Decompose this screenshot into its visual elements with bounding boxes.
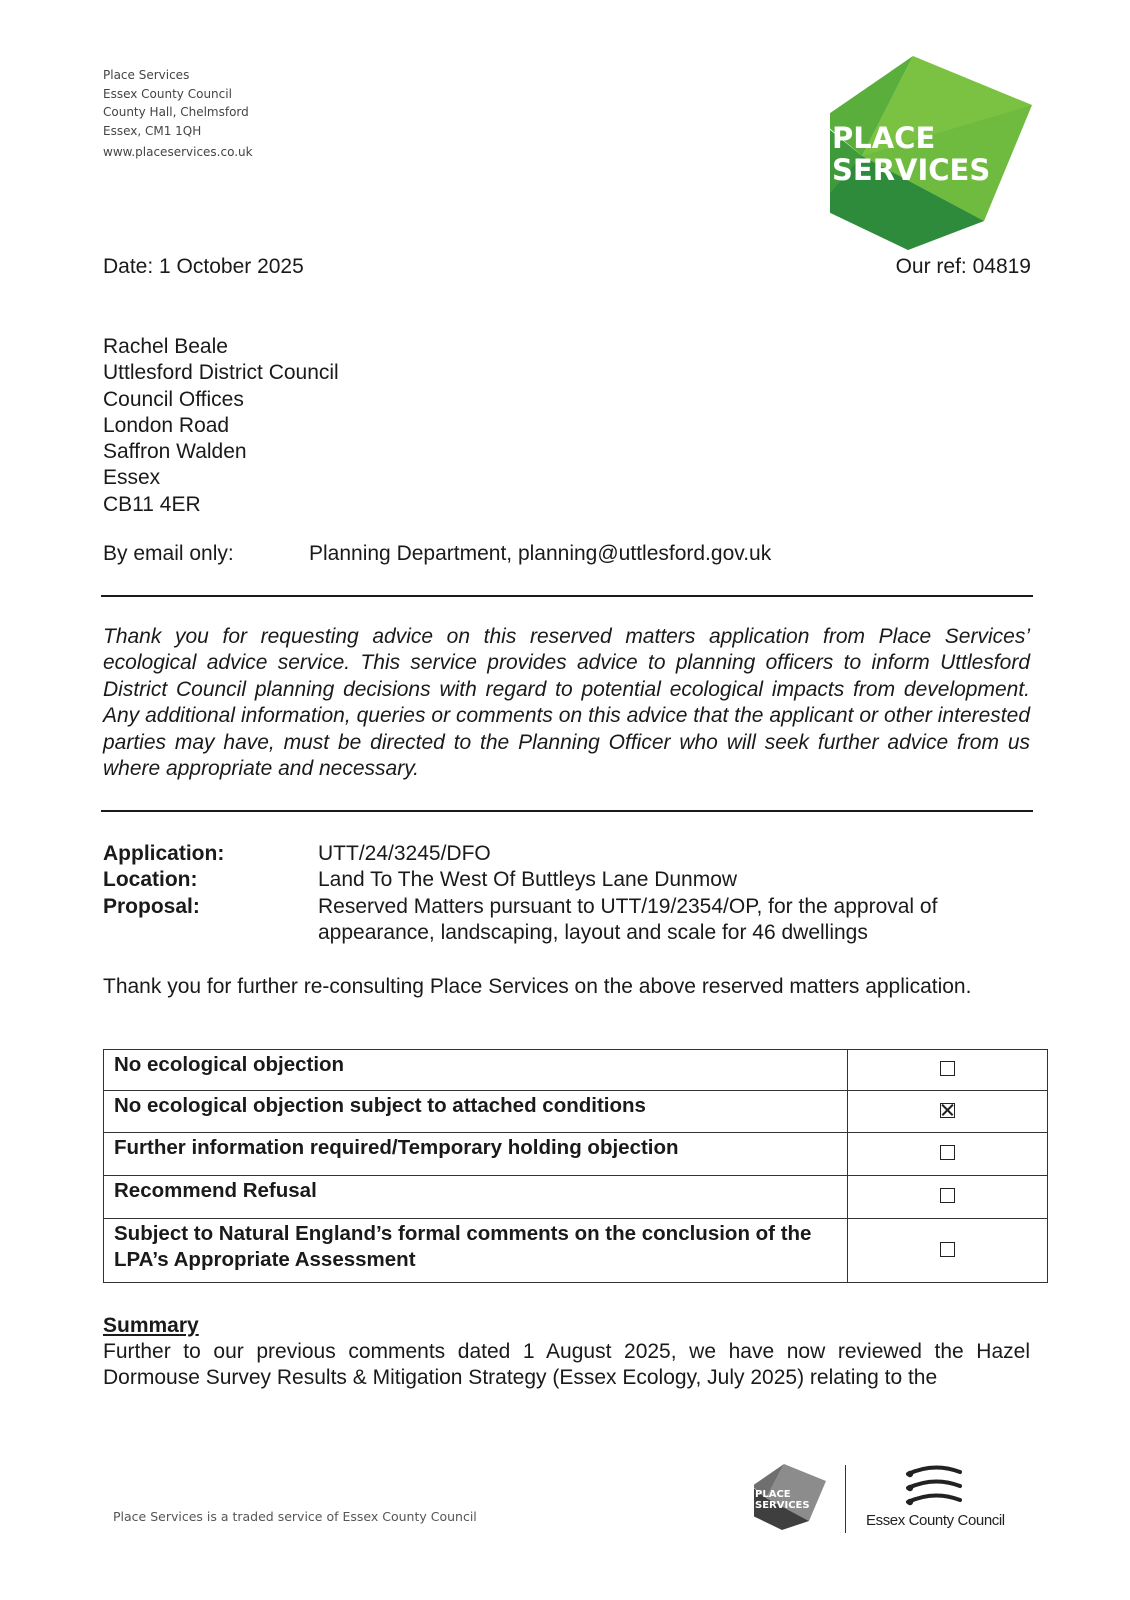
- summary-text: Further to our previous comments dated 1 August 2025, we have now reviewed the Hazel Dormouse Survey Results & Mitigation Strategy (Essex Ecology, July 2025) relating to the: [103, 1340, 1030, 1390]
- outcome-label: Further information required/Temporary holding objection: [104, 1133, 848, 1176]
- letter-date: Date: 1 October 2025: [103, 255, 304, 278]
- application-details: [103, 841, 1033, 947]
- mono-logo-line1: PLACE: [755, 1489, 791, 1500]
- location-row: [103, 867, 1033, 893]
- proposal-row: [103, 894, 1033, 947]
- application-label: Application:: [103, 842, 225, 865]
- outcome-label: No ecological objection subject to attached conditions: [104, 1091, 848, 1133]
- essex-county-council-wordmark: Essex County Council: [866, 1512, 1005, 1529]
- footer-divider: [845, 1465, 846, 1533]
- sender-website: www.placeservices.co.uk: [103, 145, 253, 159]
- essex-seaxes-icon: [904, 1464, 964, 1510]
- footer-note: Place Services is a traded service of Essex County Council: [113, 1509, 477, 1524]
- outcome-row: [104, 1091, 1048, 1133]
- sender-address: [103, 66, 253, 162]
- outcome-checkbox[interactable]: [940, 1061, 955, 1076]
- divider: [101, 810, 1033, 812]
- addressee-line: London Road: [103, 413, 230, 437]
- outcome-label: Subject to Natural England’s formal comments on the conclusion of the LPA’s Appropriate Assessment: [104, 1219, 848, 1283]
- outcome-row: [104, 1219, 1048, 1283]
- reconsult-statement: Thank you for further re-consulting Place Services on the above reserved matters application.: [103, 975, 972, 998]
- location-label: Location:: [103, 868, 198, 892]
- outcome-checkbox[interactable]: [940, 1188, 955, 1203]
- outcome-checkbox[interactable]: [940, 1242, 955, 1257]
- letter-reference: Our ref: 04819: [895, 255, 1031, 278]
- place-services-mono-logo: [754, 1464, 826, 1530]
- email-label: By email only:: [103, 542, 234, 565]
- application-row: [103, 841, 1033, 867]
- sender-line: Place Services: [103, 68, 190, 82]
- addressee-block: [103, 334, 339, 518]
- logo-text-line2: SERVICES: [832, 153, 991, 187]
- addressee-line: Essex: [103, 466, 161, 490]
- intro-paragraph: Thank you for requesting advice on this reserved matters application from Place Services’ ecological advice service. This service provides advice to planning officers to inform Uttlesford District Council planning decisions with regard to potential ecological impacts from development. Any additional information, queries or comments on this advice that the applicant or other interested parties may have, must be directed to the Planning Officer who will seek further advice from us where appropriate and necessary.: [103, 625, 1030, 781]
- proposal-label: Proposal:: [103, 894, 200, 918]
- outcome-label: No ecological objection: [104, 1050, 848, 1091]
- mono-logo-line2: SERVICES: [755, 1500, 810, 1511]
- outcome-label: Recommend Refusal: [104, 1176, 848, 1219]
- logo-text-line1: PLACE: [832, 121, 936, 155]
- outcome-checkbox[interactable]: [940, 1145, 955, 1160]
- outcome-row: [104, 1050, 1048, 1091]
- addressee-line: Uttlesford District Council: [103, 361, 339, 385]
- sender-line: Essex County Council: [103, 86, 232, 101]
- place-services-logo: [830, 56, 1040, 250]
- summary-heading: Summary: [103, 1314, 199, 1337]
- divider: [101, 595, 1033, 597]
- outcome-table: [103, 1049, 1048, 1283]
- addressee-line: Saffron Walden: [103, 440, 247, 464]
- addressee-line: CB11 4ER: [103, 492, 201, 516]
- outcome-row: [104, 1133, 1048, 1176]
- outcome-row: [104, 1176, 1048, 1219]
- addressee-line: Rachel Beale: [103, 335, 228, 358]
- sender-line: County Hall, Chelmsford: [103, 105, 249, 119]
- outcome-checkbox-checked[interactable]: [940, 1103, 955, 1118]
- addressee-line: Council Offices: [103, 387, 244, 411]
- sender-line: Essex, CM1 1QH: [103, 123, 202, 138]
- proposal-value: Reserved Matters pursuant to UTT/19/2354/OP, for the approval of appearance, landscaping, layout and scale for 46 dwellings: [318, 894, 938, 945]
- location-value: Land To The West Of Buttleys Lane Dunmow: [318, 868, 738, 892]
- application-value: UTT/24/3245/DFO: [318, 842, 491, 865]
- email-recipient: Planning Department, planning@uttlesford.gov.uk: [309, 542, 772, 565]
